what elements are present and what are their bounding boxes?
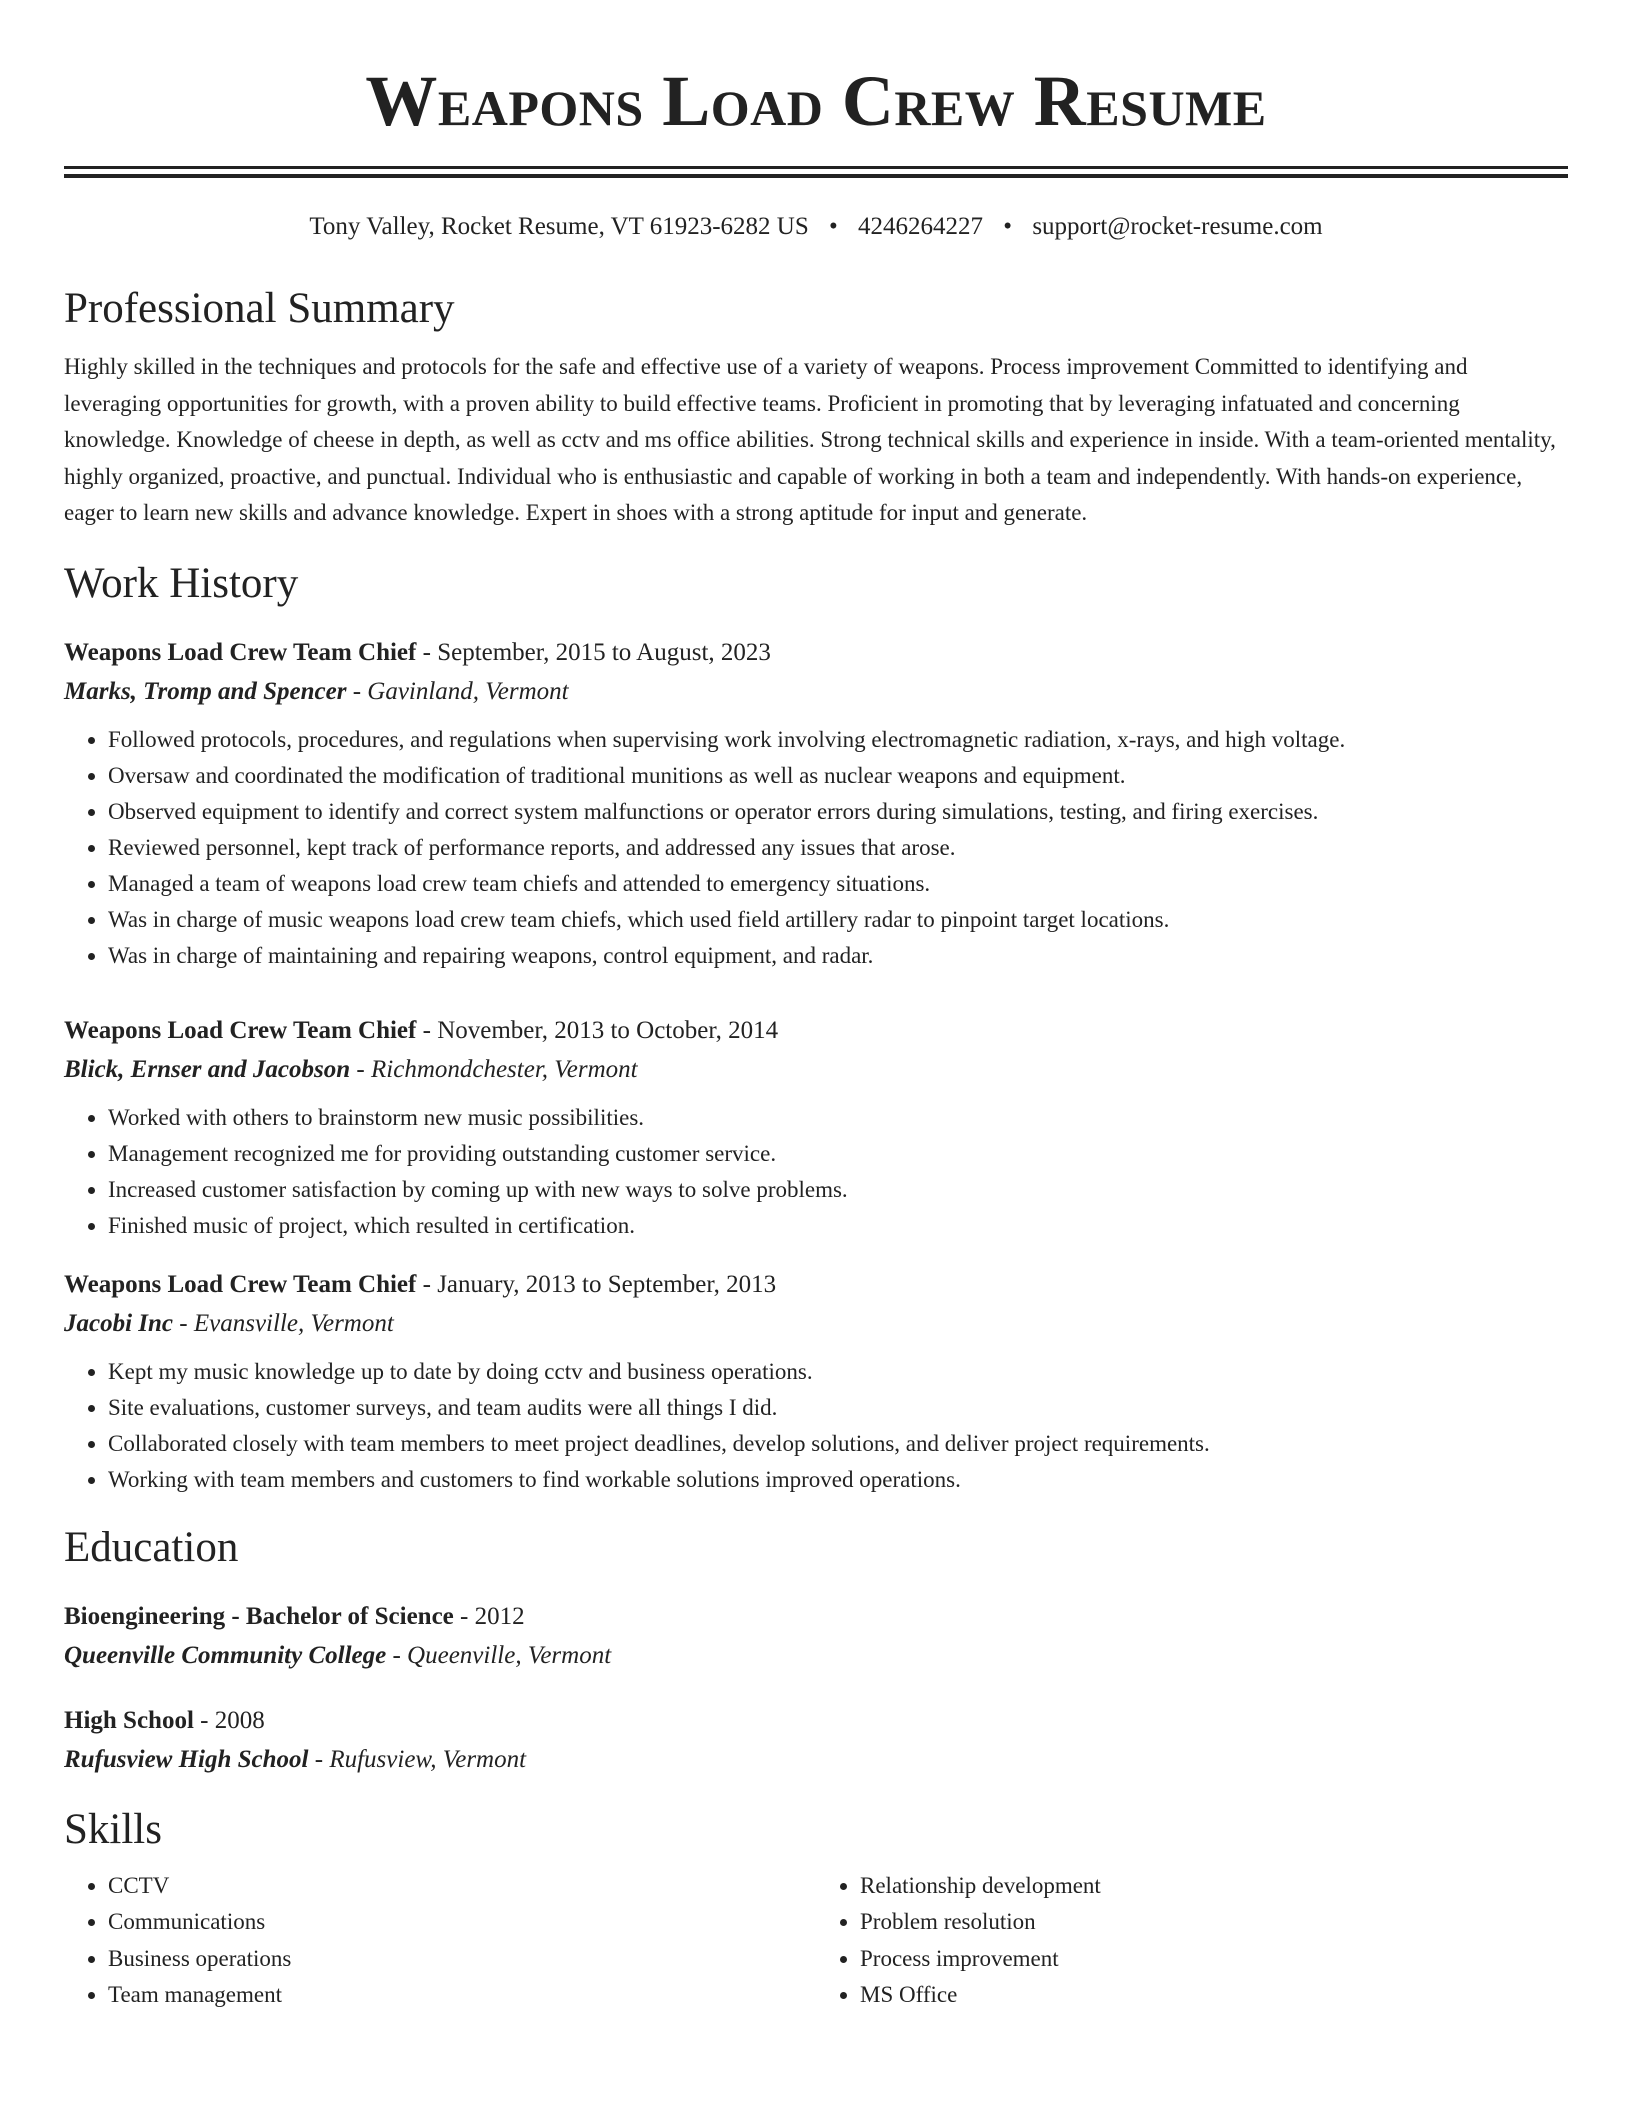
resume-title: Weapons Load Crew Resume bbox=[365, 61, 1267, 141]
job-header: Weapons Load Crew Team Chief - November, 2013 to October, 2014 bbox=[64, 1016, 779, 1044]
contact-separator: • bbox=[829, 213, 838, 240]
skill-item: • CCTV bbox=[108, 1868, 816, 1905]
skill-item: • Communications bbox=[108, 1904, 816, 1941]
education-degree: High School bbox=[64, 1706, 194, 1734]
job-bullet: • Managed a team of weapons load crew team chiefs and attended to emergency situations. bbox=[108, 866, 1568, 902]
job-company: Marks, Tromp and Spencer bbox=[64, 677, 347, 705]
job-title: Weapons Load Crew Team Chief bbox=[64, 1270, 417, 1298]
job-bullet: • Site evaluations, customer surveys, and team audits were all things I did. bbox=[108, 1390, 1568, 1426]
section-heading-summary: Professional Summary bbox=[64, 285, 455, 332]
skills-list-left bbox=[64, 1868, 816, 2014]
job-bullet: • Worked with others to brainstorm new music possibilities. bbox=[108, 1100, 1568, 1136]
job-bullet: • Increased customer satisfaction by coming up with new ways to solve problems. bbox=[108, 1172, 1568, 1208]
summary-text: Highly skilled in the techniques and protocols for the safe and effective use of a variety of weapons. Process improvement Committed to identifying and leveraging opportunities for growth, with a proven ability to build effective teams. Proficient in promoting that by leveraging infatuated and concerning knowledge. Knowledge of cheese in depth, as well as cctv and ms office abilities. Strong technical skills and experience in inside. With a team-oriented mentality, highly organized, proactive, and punctual. Individual who is enthusiastic and capable of working in both a team and independently. With hands-on experience, eager to learn new skills and advance knowledge. Expert in shoes with a strong aptitude for input and generate. bbox=[64, 354, 1556, 525]
skills-columns bbox=[64, 1868, 1568, 2014]
job-employer: Jacobi Inc - Evansville, Vermont bbox=[64, 1309, 394, 1337]
job-dates: January, 2013 to September, 2013 bbox=[437, 1270, 777, 1298]
job-title: Weapons Load Crew Team Chief bbox=[64, 638, 417, 666]
job-company: Blick, Ernser and Jacobson bbox=[64, 1055, 351, 1083]
contact-address: Tony Valley, Rocket Resume, VT 61923-6282 US bbox=[309, 213, 809, 240]
education-entry bbox=[64, 1598, 1568, 1676]
job-employer: Marks, Tromp and Spencer - Gavinland, Vermont bbox=[64, 677, 569, 705]
job-bullet: • Oversaw and coordinated the modification of traditional munitions as well as nuclear weapons and equipment. bbox=[108, 758, 1568, 794]
skill-item: • MS Office bbox=[860, 1977, 1568, 2014]
job-bullets bbox=[64, 1354, 1568, 1498]
job-entry bbox=[64, 1012, 1568, 1244]
contact-phone: 4246264227 bbox=[858, 213, 984, 240]
education-school-line: Queenville Community College - Queenville, Vermont bbox=[64, 1641, 612, 1669]
job-location: Richmondchester, Vermont bbox=[371, 1055, 638, 1083]
job-header: Weapons Load Crew Team Chief - September, 2015 to August, 2023 bbox=[64, 638, 771, 666]
section-heading-skills: Skills bbox=[64, 1805, 162, 1853]
contact-email: support@rocket-resume.com bbox=[1032, 213, 1323, 240]
contact-line bbox=[64, 211, 1568, 243]
education-header: High School - 2008 bbox=[64, 1706, 265, 1734]
education-degree: Bioengineering - Bachelor of Science bbox=[64, 1602, 454, 1630]
job-entry bbox=[64, 634, 1568, 974]
job-bullet: • Reviewed personnel, kept track of performance reports, and addressed any issues that arose. bbox=[108, 830, 1568, 866]
job-bullet: • Management recognized me for providing outstanding customer service. bbox=[108, 1136, 1568, 1172]
job-entry bbox=[64, 1266, 1568, 1498]
skill-item: • Problem resolution bbox=[860, 1904, 1568, 1941]
job-location: Gavinland, Vermont bbox=[367, 677, 569, 705]
job-bullet: • Followed protocols, procedures, and regulations when supervising work involving electromagnetic radiation, x-rays, and high voltage. bbox=[108, 722, 1568, 758]
section-heading-education: Education bbox=[64, 1523, 239, 1571]
job-header: Weapons Load Crew Team Chief - January, 2013 to September, 2013 bbox=[64, 1270, 777, 1298]
job-bullet: • Finished music of project, which resulted in certification. bbox=[108, 1208, 1568, 1244]
education-location: Queenville, Vermont bbox=[407, 1641, 612, 1669]
skills-list-right bbox=[816, 1868, 1568, 2014]
job-bullet: • Was in charge of music weapons load crew team chiefs, which used field artillery radar to pinpoint target locations. bbox=[108, 902, 1568, 938]
job-dates: September, 2015 to August, 2023 bbox=[437, 638, 771, 666]
job-bullets bbox=[64, 722, 1568, 974]
education-school-line: Rufusview High School - Rufusview, Vermont bbox=[64, 1745, 527, 1773]
skill-item: • Team management bbox=[108, 1977, 816, 2014]
education-entry bbox=[64, 1702, 1568, 1780]
education-school: Rufusview High School bbox=[64, 1745, 309, 1773]
education-header: Bioengineering - Bachelor of Science - 2012 bbox=[64, 1602, 525, 1630]
job-bullet: • Was in charge of maintaining and repairing weapons, control equipment, and radar. bbox=[108, 938, 1568, 974]
job-company: Jacobi Inc bbox=[64, 1309, 174, 1337]
job-bullet: • Working with team members and customers to find workable solutions improved operations. bbox=[108, 1462, 1568, 1498]
education-year: 2012 bbox=[474, 1602, 525, 1630]
job-bullet: • Collaborated closely with team members to meet project deadlines, develop solutions, and deliver project requirements. bbox=[108, 1426, 1568, 1462]
contact-separator: • bbox=[1003, 213, 1013, 240]
skill-item: • Process improvement bbox=[860, 1941, 1568, 1978]
job-title: Weapons Load Crew Team Chief bbox=[64, 1016, 417, 1044]
job-bullets bbox=[64, 1100, 1568, 1244]
skill-item: • Relationship development bbox=[860, 1868, 1568, 1905]
job-location: Evansville, Vermont bbox=[193, 1309, 394, 1337]
job-employer: Blick, Ernser and Jacobson - Richmondchester, Vermont bbox=[64, 1055, 638, 1083]
education-location: Rufusview, Vermont bbox=[329, 1745, 527, 1773]
job-bullet: • Observed equipment to identify and correct system malfunctions or operator errors during simulations, testing, and firing exercises. bbox=[108, 794, 1568, 830]
skill-item: • Business operations bbox=[108, 1941, 816, 1978]
education-year: 2008 bbox=[214, 1706, 265, 1734]
title-divider bbox=[64, 166, 1568, 178]
education-school: Queenville Community College bbox=[64, 1641, 387, 1669]
job-bullet: • Kept my music knowledge up to date by doing cctv and business operations. bbox=[108, 1354, 1568, 1390]
job-dates: November, 2013 to October, 2014 bbox=[437, 1016, 779, 1044]
section-heading-work-history: Work History bbox=[64, 559, 299, 607]
